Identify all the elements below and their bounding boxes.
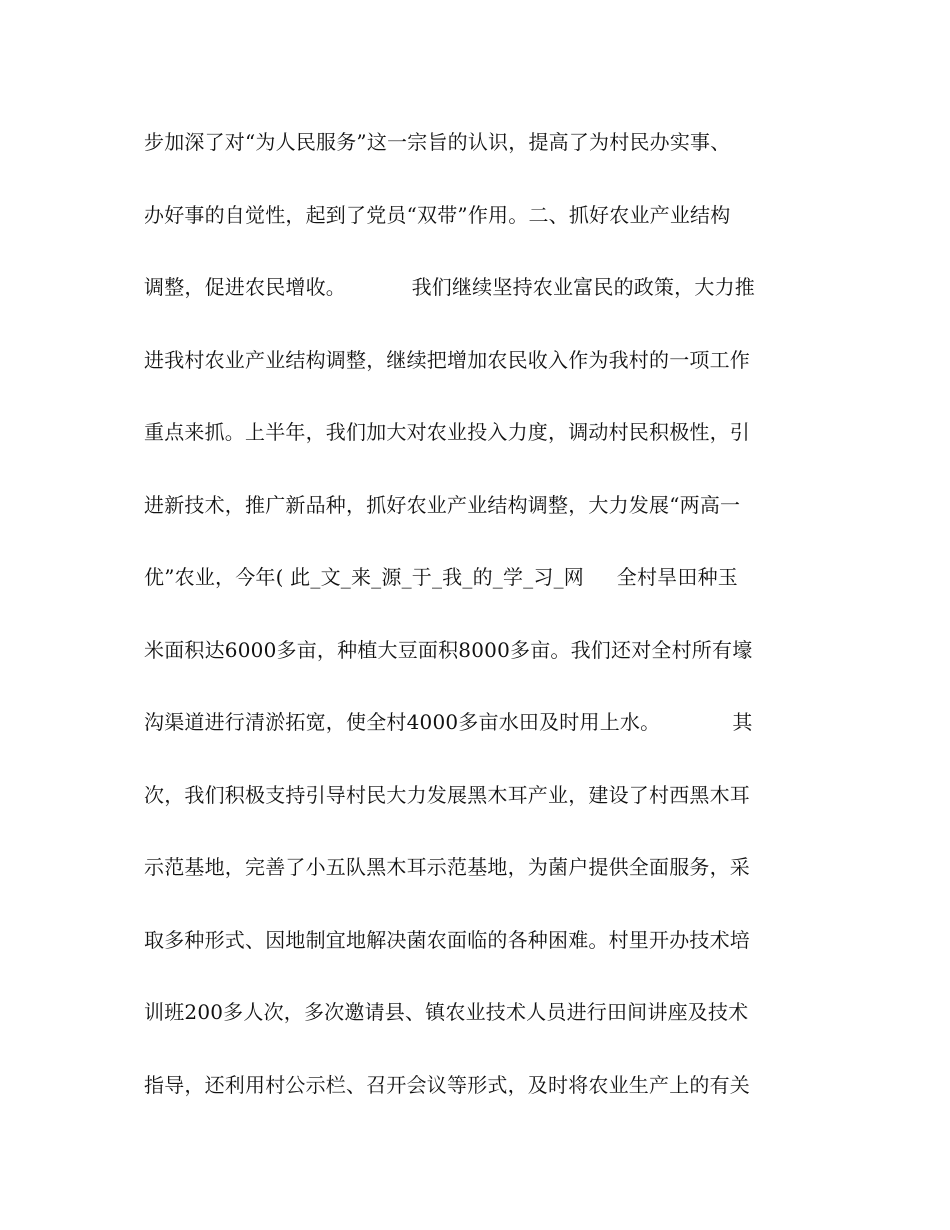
- text-line: 进我村农业产业结构调整，继续把增加农民收入作为我村的一项工作: [144, 347, 750, 372]
- text-line: 沟渠道进行清淤拓宽，使全村4000多亩水田及时用上水。 其: [144, 710, 753, 734]
- text-line: 米面积达6000多亩，种植大豆面积8000多亩。我们还对全村所有壕: [144, 637, 753, 662]
- text-line: 调整，促进农民增收。 我们继续坚持农业富民的政策，大力推: [144, 275, 755, 299]
- text-line: 办好事的自觉性，起到了党员“双带”作用。二、抓好农业产业结构: [144, 202, 731, 227]
- text-line: 训班200多人次，多次邀请县、镇农业技术人员进行田间讲座及技术: [144, 1000, 749, 1024]
- body-text: [144, 124, 814, 1139]
- text-line: 示范基地，完善了小五队黑木耳示范基地，为菌户提供全面服务，采: [144, 855, 750, 879]
- text-line: 指导，还利用村公示栏、召开会议等形式，及时将农业生产上的有关: [144, 1072, 750, 1097]
- text-line: 优”农业，今年( 此_文_来_源_于_我_的_学_习_网 全村旱田种玉: [144, 565, 738, 589]
- text-line: 进新技术，推广新品种，抓好农业产业结构调整，大力发展“两高一: [144, 492, 741, 517]
- text-line: 次，我们积极支持引导村民大力发展黑木耳产业，建设了村西黑木耳: [144, 782, 750, 807]
- text-line: 步加深了对“为人民服务”这一宗旨的认识，提高了为村民办实事、: [144, 130, 731, 154]
- text-line: 重点来抓。上半年，我们加大对农业投入力度，调动村民积极性，引: [144, 420, 750, 444]
- text-line: 取多种形式、因地制宜地解决菌农面临的各种困难。村里开办技术培: [144, 927, 750, 952]
